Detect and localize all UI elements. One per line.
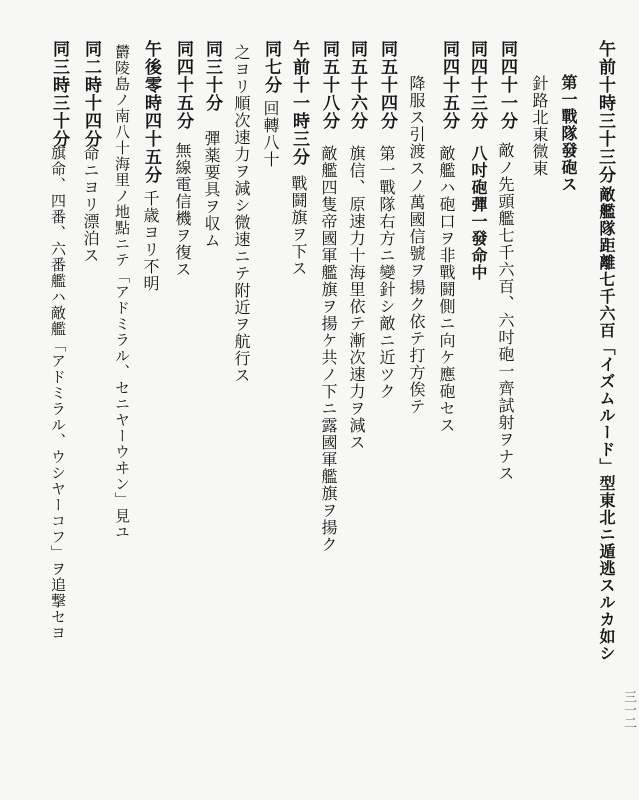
entry-time: 午前十時三十三分 [595,40,615,184]
entry-text: 戰鬪旗ヲ下ス [289,175,308,277]
entry-text: 敵ノ先頭艦七千六百、六吋砲一齊試射ヲナス [496,142,515,482]
entry-time: 同二時十四分 [81,40,101,148]
entry-text: 旗命、四番、六番艦ハ敵艦「アドミラル、ウシヤーコフ」ヲ追撃セヨ [49,145,67,641]
entry-text: 回轉八十 [261,100,280,168]
entry-time: 同五十四分 [377,40,397,130]
entry-text: 降服ス引渡スノ萬國信號ヲ揚ク依テ打方俟テ [407,75,426,415]
entry-text: 欝陵島ノ南八十海里ノ地點ニテ「アドミラル、セニヤーウヰン」見ユ [113,44,131,540]
entry-text: 彈薬要具ヲ収ム [202,130,221,249]
page-number: 三一二 [621,690,636,729]
entry-text: 敵艦四隻帝國軍艦旗ヲ揚ケ共ノ下ニ露國軍艦旗ヲ揚ク [319,145,338,553]
entry-time: 同四十五分 [173,40,193,130]
entry-time: 同七分 [261,40,281,94]
entry-time: 同四十一分 [497,40,517,130]
entry-text: 無線電信機ヲ復ス [173,142,192,278]
entry-time: 同三時三十分 [49,40,69,148]
entry-text: 敵艦ハ砲口ヲ非戰鬪側ニ向ケ應砲セス [437,145,456,434]
entry-text: 敵艦隊距離七千六百「イズムルード」型東北ニ遁逃スルカ如シ [597,186,616,662]
entry-time: 午前十一時三分 [289,40,309,166]
entry-time: 同四十三分 [467,40,487,130]
entry-text: 八吋砲彈一發命中 [469,145,488,281]
entry-text: 第一戰隊右方ニ變針シ敵ニ近ツク [377,145,396,400]
entry-time: 同四十五分 [439,40,459,130]
entry-text: 針路北東微東 [530,75,549,177]
entry-time: 同五十六分 [347,40,367,130]
entry-text: 第一戰隊發砲ス [559,74,578,193]
entry-time: 午後零時四十五分 [141,40,161,184]
entry-text: 千歳ヨリ不明 [141,190,160,292]
entry-time: 同五十八分 [319,40,339,130]
entry-time: 同三十分 [202,40,222,112]
entry-text: 旗信、原速力十海里依テ漸次速力ヲ減ス [347,145,366,451]
entry-text: 之ヨリ順次速力ヲ減シ微速ニテ附近ヲ航行ス [232,44,251,384]
entry-text: 命ニヨリ漂泊ス [81,145,100,264]
